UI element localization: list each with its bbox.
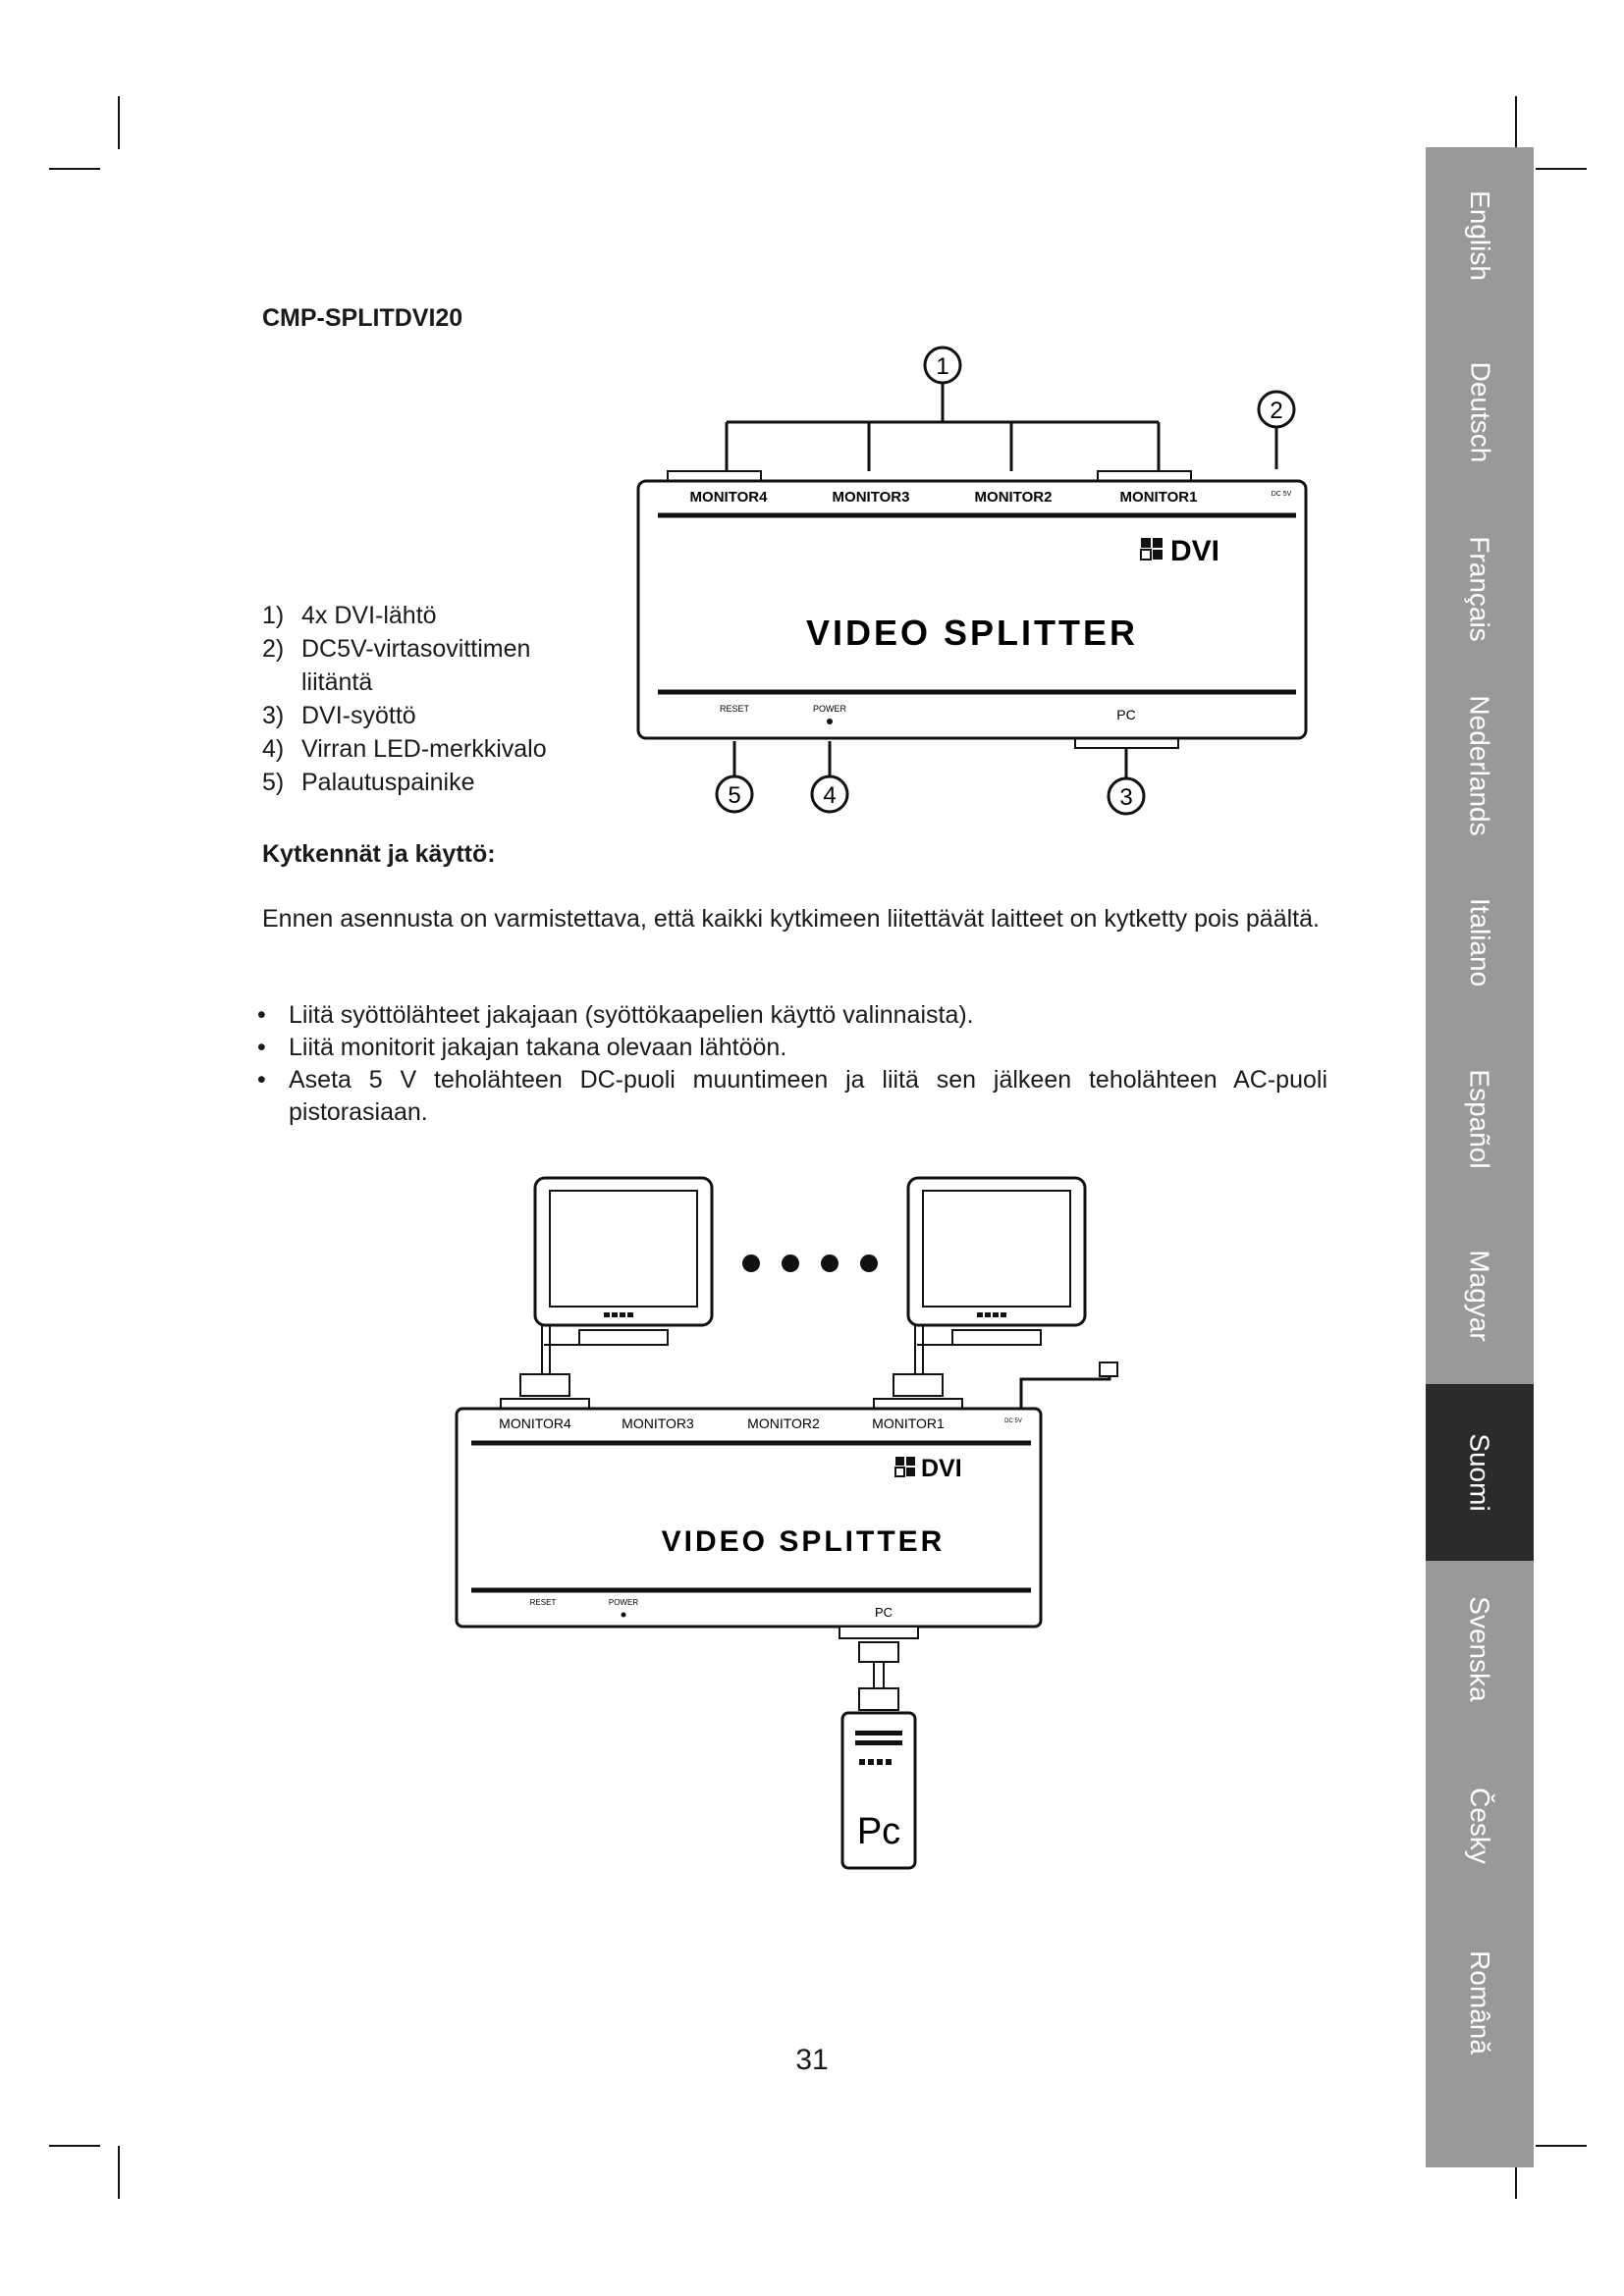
bullet-text: Aseta 5 V teholähteen DC-puoli muuntimeen ja liitä sen jälkeen teholähteen AC-puoli pistorasiaan. xyxy=(289,1066,1327,1126)
legend-number: 5) xyxy=(262,769,285,796)
list-item xyxy=(262,599,606,632)
tab-label: Česky xyxy=(1464,1788,1495,1864)
splitter-body xyxy=(638,481,1306,738)
tab-label: Español xyxy=(1465,1069,1495,1169)
instruction-list xyxy=(257,999,1327,1129)
list-item xyxy=(262,766,606,799)
device-diagram xyxy=(628,344,1326,825)
tab-nederlands[interactable] xyxy=(1426,677,1534,854)
power-led xyxy=(622,1613,626,1618)
tab-italiano[interactable] xyxy=(1426,854,1534,1031)
crop-mark xyxy=(49,2145,100,2147)
device-name: VIDEO SPLITTER xyxy=(661,1525,946,1558)
tab-francais[interactable] xyxy=(1426,501,1534,677)
tab-label: Română xyxy=(1465,1950,1495,2055)
crop-mark xyxy=(1515,96,1517,149)
tab-deutsch[interactable] xyxy=(1426,324,1534,501)
legend-text: 4x DVI-lähtö xyxy=(301,602,437,629)
list-item xyxy=(257,1064,1327,1129)
tab-label: Svenska xyxy=(1465,1596,1495,1702)
bullet-marker: • xyxy=(257,1034,266,1061)
list-item xyxy=(257,999,1327,1032)
power-label: POWER xyxy=(812,704,847,714)
power-jack-label: DC 5V xyxy=(1271,491,1292,498)
tab-label: English xyxy=(1465,190,1495,281)
crop-mark xyxy=(49,168,100,170)
connection-diagram xyxy=(452,1173,1159,1880)
legend-number: 1) xyxy=(262,602,285,629)
legend-number: 4) xyxy=(262,735,285,763)
input-label: PC xyxy=(1116,707,1136,722)
reset-label: RESET xyxy=(529,1598,557,1607)
tab-romana[interactable] xyxy=(1426,1914,1534,2091)
port-label: MONITOR3 xyxy=(622,1415,694,1431)
legend-number: 3) xyxy=(262,702,285,729)
device-name: VIDEO SPLITTER xyxy=(805,613,1139,653)
list-item xyxy=(262,699,606,732)
tab-label: Deutsch xyxy=(1465,361,1495,463)
tab-magyar[interactable] xyxy=(1426,1207,1534,1384)
legend-text: Virran LED-merkkivalo xyxy=(301,735,547,763)
reset-label: RESET xyxy=(719,704,750,714)
bullet-marker: • xyxy=(257,1001,266,1029)
tab-label: Suomi xyxy=(1465,1433,1495,1512)
port-label: MONITOR2 xyxy=(974,489,1053,506)
power-label: POWER xyxy=(608,1598,639,1607)
tab-label: Italiano xyxy=(1464,897,1495,988)
port-label: MONITOR1 xyxy=(1119,489,1198,506)
tab-svenska[interactable] xyxy=(1426,1561,1534,1737)
callout-label: 3 xyxy=(1119,784,1133,811)
callout-label: 4 xyxy=(823,782,837,809)
legend-text: DC5V-virtasovittimen liitäntä xyxy=(301,635,531,696)
legend-text: Palautuspainike xyxy=(301,769,475,796)
tab-label: Français xyxy=(1465,536,1495,642)
power-led xyxy=(827,719,833,724)
list-item xyxy=(262,732,606,766)
ellipsis-dots xyxy=(742,1255,878,1272)
legend-text: DVI-syöttö xyxy=(301,702,416,729)
bullet-text: Liitä syöttölähteet jakajaan (syöttökaapelien käyttö valinnaista). xyxy=(289,1001,974,1029)
power-jack-label: DC 5V xyxy=(1004,1418,1022,1424)
pc-label: Pc xyxy=(856,1811,901,1852)
model-title: CMP-SPLITDVI20 xyxy=(262,304,463,332)
port-label: MONITOR2 xyxy=(747,1415,820,1431)
page-number: 31 xyxy=(795,2044,829,2076)
callout-label: 5 xyxy=(728,782,741,809)
tab-english[interactable] xyxy=(1426,147,1534,324)
power-plug xyxy=(1100,1362,1117,1376)
tab-label: Nederlands xyxy=(1465,695,1496,836)
list-item xyxy=(262,632,606,699)
tab-suomi[interactable] xyxy=(1426,1384,1534,1561)
brand-logo: DVI xyxy=(921,1455,962,1482)
crop-mark xyxy=(1536,168,1587,170)
monitor-left xyxy=(535,1178,712,1345)
tab-cesky[interactable] xyxy=(1426,1737,1534,1914)
feature-legend xyxy=(262,599,606,799)
port-label: MONITOR4 xyxy=(689,489,768,506)
bullet-marker: • xyxy=(257,1066,266,1094)
legend-number: 2) xyxy=(262,635,285,663)
tab-label: Magyar xyxy=(1465,1250,1495,1342)
crop-mark xyxy=(1536,2145,1587,2147)
power-cable xyxy=(1021,1369,1110,1414)
bullet-text: Liitä monitorit jakajan takana olevaan lähtöön. xyxy=(289,1034,787,1061)
pc-unit xyxy=(842,1713,915,1868)
monitor-right xyxy=(908,1178,1085,1345)
crop-mark xyxy=(118,96,120,149)
tab-espanol[interactable] xyxy=(1426,1031,1534,1207)
intro-paragraph: Ennen asennusta on varmistettava, että kaikki kytkimeen liitettävät laitteet on kytketty pois päältä. xyxy=(262,905,1320,933)
port-label: MONITOR3 xyxy=(832,489,910,506)
crop-mark xyxy=(118,2146,120,2199)
brand-logo: DVI xyxy=(1170,535,1220,567)
callout-label: 1 xyxy=(936,353,949,380)
callout-label: 2 xyxy=(1270,398,1283,424)
list-item xyxy=(257,1032,1327,1064)
language-sidebar xyxy=(1426,147,1534,2167)
port-label: MONITOR4 xyxy=(499,1415,571,1431)
section-heading: Kytkennät ja käyttö: xyxy=(262,840,496,868)
input-label: PC xyxy=(874,1605,893,1620)
port-label: MONITOR1 xyxy=(872,1415,945,1431)
